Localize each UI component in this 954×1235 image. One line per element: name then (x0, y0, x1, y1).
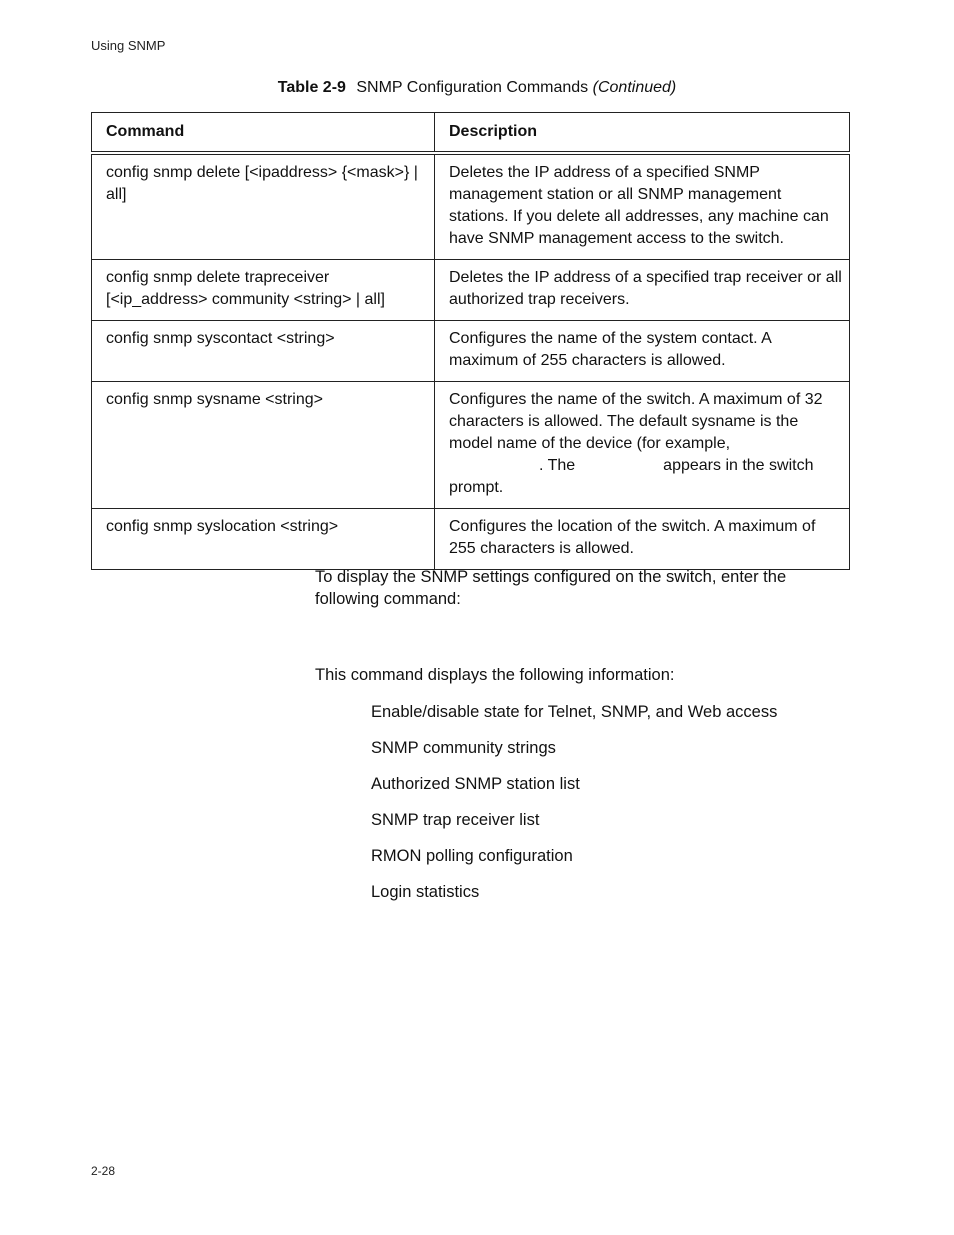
info-list (371, 701, 777, 917)
description-text: . The (539, 457, 576, 474)
table-caption (0, 79, 954, 97)
snmp-commands-table (91, 112, 850, 570)
command-cell: config snmp sysname <string> (92, 382, 435, 509)
list-item: Enable/disable state for Telnet, SNMP, and Web access (371, 703, 778, 721)
header-description: Description (435, 113, 850, 154)
command-cell: config snmp delete [<ipaddress> {<mask>} | all] (92, 153, 435, 260)
description-text: appears in the switch prompt. (449, 457, 814, 496)
list-item: RMON polling configuration (371, 847, 573, 865)
description-cell (435, 382, 850, 509)
table-caption-number: Table 2-9 (277, 79, 346, 96)
list-item: Login statistics (371, 883, 480, 901)
command-cell: config snmp delete trapreceiver [<ip_address> community <string> | all] (92, 260, 435, 321)
table-header-row (92, 113, 850, 154)
table-row (92, 509, 850, 570)
list-item: SNMP trap receiver list (371, 811, 540, 829)
table-caption-title: SNMP Configuration Commands (356, 79, 589, 96)
table-row (92, 382, 850, 509)
description-text: Configures the name of the switch. A maximum of 32 characters is allowed. The default sysname is the model name of the device (for example, (449, 391, 823, 452)
list-item: SNMP community strings (371, 739, 556, 757)
description-cell: Deletes the IP address of a specified SNMP management station or all SNMP management stations. If you delete all addresses, any machine can have SNMP management access to the switch. (435, 153, 850, 260)
table-row (92, 321, 850, 382)
table-row (92, 260, 850, 321)
header-command: Command (92, 113, 435, 154)
table-row (92, 153, 850, 260)
description-cell: Configures the name of the system contact. A maximum of 255 characters is allowed. (435, 321, 850, 382)
intro-paragraph: To display the SNMP settings configured on the switch, enter the following command: (315, 568, 787, 608)
description-cell: Deletes the IP address of a specified trap receiver or all authorized trap receivers. (435, 260, 850, 321)
running-head: Using SNMP (91, 38, 166, 53)
table-caption-continued: (Continued) (592, 79, 677, 96)
description-cell: Configures the location of the switch. A maximum of 255 characters is allowed. (435, 509, 850, 570)
page-number: 2-28 (91, 1164, 116, 1178)
info-lead-paragraph: This command displays the following information: (315, 666, 675, 684)
command-cell: config snmp syslocation <string> (92, 509, 435, 570)
list-item: Authorized SNMP station list (371, 775, 580, 793)
command-cell: config snmp syscontact <string> (92, 321, 435, 382)
